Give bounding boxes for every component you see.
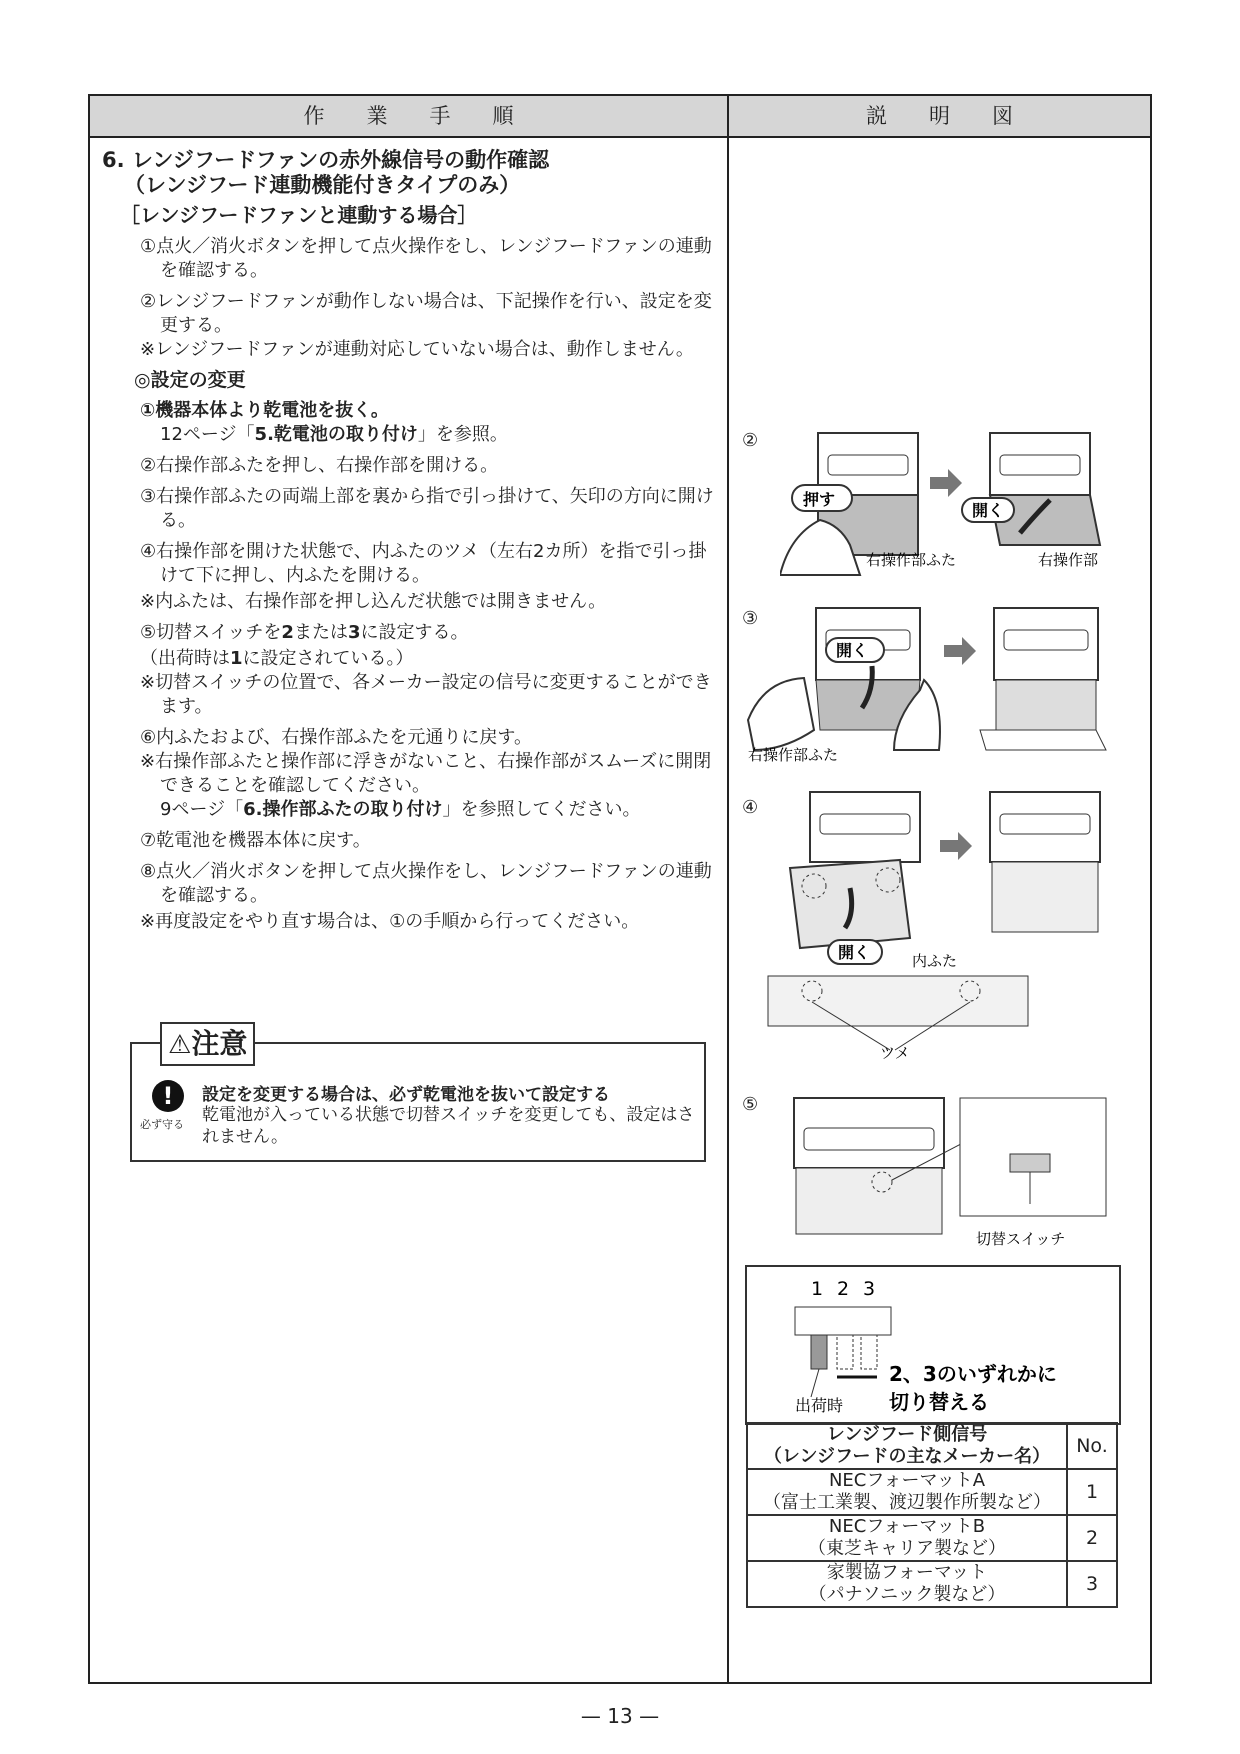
- right-unit-label: 右操作部: [1038, 551, 1099, 569]
- change-step-5-note: ※切替スイッチの位置で、各メーカー設定の信号に変更することができます。: [140, 672, 712, 717]
- tick-1: 1: [811, 1278, 824, 1300]
- signal-header-no: No.: [1067, 1423, 1117, 1469]
- push-label: 押す: [803, 490, 836, 509]
- column-divider: [727, 96, 729, 1682]
- change-step-6: ⑥内ふたおよび、右操作部ふたを元通りに戻す。: [140, 727, 532, 748]
- tick-3: 3: [863, 1278, 876, 1300]
- right-cover-label-2: 右操作部ふた: [866, 551, 957, 569]
- step-2: ②レンジフードファンが動作しない場合は、下記操作を行い、設定を変更する。: [140, 291, 712, 336]
- exclamation-icon: !: [152, 1080, 184, 1112]
- mandatory-label: 必ず守る: [140, 1118, 184, 1131]
- table-header: [90, 96, 1150, 138]
- figure-2-number: ②: [742, 430, 759, 451]
- change-step-3: ③右操作部ふたの両端上部を裏から指で引っ掛けて、矢印の方向に開ける。: [140, 486, 714, 531]
- inner-cover-label: 内ふた: [912, 952, 958, 970]
- warning-triangle-icon: ⚠: [168, 1030, 192, 1060]
- section-title-note: （レンジフード連動機能付きタイプのみ）: [124, 173, 521, 197]
- table-row: [747, 1561, 1117, 1607]
- change-step-7: ⑦乾電池を機器本体に戻す。: [140, 830, 371, 851]
- change-step-1-ref: 12ページ「5.乾電池の取り付け」を参照。: [160, 424, 508, 445]
- change-step-6-ref: 9ページ「6.操作部ふたの取り付け」を参照してください。: [160, 799, 641, 820]
- figure-5-number: ⑤: [742, 1094, 759, 1115]
- change-step-4: ④右操作部を開けた状態で、内ふたのツメ（左右2カ所）を指で引っ掛けて下に押し、内ふたを開ける。: [140, 541, 707, 586]
- switch-detail-box: [745, 1265, 1121, 1425]
- figure-4-number: ④: [742, 797, 759, 818]
- change-step-5: ⑤切替スイッチを2または3に設定する。: [140, 622, 469, 643]
- signal-header-cell: レンジフード側信号 （レンジフードの主なメーカー名）: [747, 1423, 1067, 1469]
- switch-instruction-2: 切り替える: [889, 1390, 989, 1414]
- change-step-2: ②右操作部ふたを押し、右操作部を開ける。: [140, 455, 499, 476]
- procedure-column: [102, 148, 714, 934]
- switch-instruction-1: 2、3のいずれかに: [889, 1362, 1057, 1386]
- change-step-6-note: ※右操作部ふたと操作部に浮きがないこと、右操作部がスムーズに開閉できることを確認してください。: [140, 751, 712, 796]
- change-step-4-note: ※内ふたは、右操作部を押し込んだ状態では開きません。: [140, 591, 607, 612]
- change-settings-title: ◎設定の変更: [134, 369, 246, 391]
- step-2-note: ※レンジフードファンが連動対応していない場合は、動作しません。: [140, 339, 694, 360]
- signal-name-cell: NECフォーマットB （東芝キャリア製など）: [747, 1515, 1067, 1561]
- switch-label: 切替スイッチ: [976, 1230, 1066, 1248]
- figure-5-illustration: [790, 1094, 1110, 1254]
- switch-detail-illustration: [747, 1267, 1119, 1423]
- change-step-8: ⑧点火／消火ボタンを押して点火操作をし、レンジフードファンの連動を確認する。: [140, 861, 712, 906]
- caution-box: [130, 1027, 706, 1162]
- claw-label: ツメ: [880, 1044, 910, 1062]
- caution-line-2: 乾電池が入っている状態で切替スイッチを変更しても、設定はされません。: [202, 1105, 695, 1147]
- open-label-2: 開く: [972, 501, 1005, 520]
- step-1: ①点火／消火ボタンを押して点火操作をし、レンジフードファンの連動を確認する。: [140, 236, 712, 281]
- figure-3-illustration: [744, 600, 1120, 772]
- figure-4-illustration: [760, 788, 1120, 1064]
- right-cover-label-3: 右操作部ふた: [748, 746, 839, 764]
- change-step-8-note: ※再度設定をやり直す場合は、①の手順から行ってください。: [140, 911, 640, 932]
- change-step-5-paren: （出荷時は1に設定されている。）: [140, 648, 414, 669]
- signal-name-cell: NECフォーマットA （富士工業製、渡辺製作所製など）: [747, 1469, 1067, 1515]
- signal-table-header: [747, 1423, 1117, 1469]
- header-procedure: 作 業 手 順: [303, 104, 514, 128]
- header-illustration: 説 明 図: [866, 104, 1013, 128]
- signal-no-cell: 1: [1067, 1469, 1117, 1515]
- figure-3-number: ③: [742, 608, 759, 629]
- signal-no-cell: 2: [1067, 1515, 1117, 1561]
- table-row: [747, 1469, 1117, 1515]
- factory-label: 出荷時: [795, 1396, 844, 1415]
- open-label-4: 開く: [838, 943, 871, 962]
- tick-2: 2: [837, 1278, 850, 1300]
- table-row: [747, 1515, 1117, 1561]
- open-label-3: 開く: [836, 641, 869, 660]
- section-title: 6. レンジフードファンの赤外線信号の動作確認: [102, 148, 550, 172]
- caution-title: ⚠注意: [160, 1022, 255, 1066]
- page-number: — 13 —: [580, 1704, 660, 1728]
- caution-line-1: 設定を変更する場合は、必ず乾電池を抜いて設定する: [202, 1085, 610, 1105]
- signal-name-cell: 家製協フォーマット （パナソニック製など）: [747, 1561, 1067, 1607]
- signal-no-cell: 3: [1067, 1561, 1117, 1607]
- change-step-1: ①機器本体より乾電池を抜く。: [140, 400, 389, 421]
- section-subtitle: ［レンジフードファンと連動する場合］: [120, 203, 478, 227]
- figure-2-illustration: [780, 425, 1120, 577]
- signal-table: [746, 1422, 1118, 1608]
